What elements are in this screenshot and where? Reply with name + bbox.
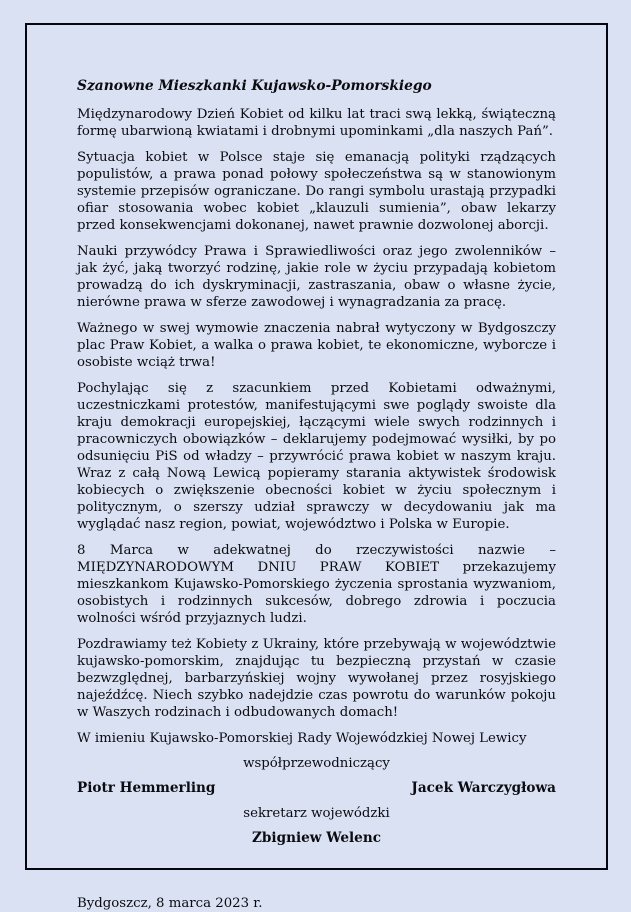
cochair-right-name: Jacek Warczygłowa	[411, 780, 556, 796]
paragraph-womens-rights-square: Ważnego w swej wymowie znaczenia nabrał wytyczony w Bydgoszczy plac Praw Kobiet, a walka o prawa kobiet, te ekonomiczne, wyborcze i osobiste wciąż trwa!	[77, 321, 556, 370]
paragraph-womens-day-form: Międzynarodowy Dzień Kobiet od kilku lat traci swą lekką, świąteczną formę ubarwioną kwiatami i drobnymi upominkami „dla naszych Pań”.	[77, 107, 556, 139]
salutation: Szanowne Mieszkanki Kujawsko-Pomorskiego	[77, 78, 432, 94]
dateline: Bydgoszcz, 8 marca 2023 r.	[77, 896, 263, 911]
cochair-left-name: Piotr Hemmerling	[77, 780, 216, 796]
secretary-name: Zbigniew Welenc	[251, 830, 381, 846]
paragraph-pis-teachings: Nauki przywódcy Prawa i Sprawiedliwości oraz jego zwolenników – jak żyć, jaką tworzyć rodzinę, jakie role w życiu przypadają kobietom prowadzą do ich dyskryminacji, zastraszania, obaw o własne życie, nierówne prawa w sferze zawodowej i wynagradzania za pracę.	[77, 244, 556, 310]
closing-line: W imieniu Kujawsko-Pomorskiej Rady Wojewódzkiej Nowej Lewicy	[77, 731, 527, 746]
paragraph-8-march-wishes: 8 Marca w adekwatnej do rzeczywistości nazwie – MIĘDZYNARODOWYM DNIU PRAW KOBIET przekazujemy mieszkankom Kujawsko-Pomorskiego życzenia sprostania wyzwaniom, osobistych i rodzinnych sukcesów, dobrego zdrowia i poczucia wolności wśród przyjaznych ludzi.	[77, 543, 556, 626]
cochair-role-label: współprzewodniczący	[243, 756, 390, 771]
cochair-names-row	[77, 780, 556, 797]
secretary-role-label: sekretarz wojewódzki	[243, 806, 390, 821]
paragraph-declaration-of-efforts: Pochylając się z szacunkiem przed Kobietami odważnymi, uczestniczkami protestów, manifestującymi swe poglądy swoiste dla kraju demokracji europejskiej, łączącymi wiele swych rodzinnych i pracowniczych obowiązków – deklarujemy podejmować wysiłki, by po odsunięciu PiS od władzy – przywrócić prawa kobiet w naszym kraju. Wraz z całą Nową Lewicą popieramy starania aktywistek środowisk kobiecych o zwiększenie obecności kobiet w życiu społecznym i politycznym, o szerszy udział sprawczy w decydowaniu jak ma wyglądać nasz region, powiat, województwo i Polska w Europie.	[77, 381, 556, 532]
letter-page	[25, 23, 608, 911]
paragraph-situation-of-women: Sytuacja kobiet w Polsce staje się emanacją polityki rządzących populistów, a prawa ponad połowy społeczeństwa są w stanowionym systemie przepisów ograniczane. Do rangi symbolu urastają przypadki ofiar stosowania wobec kobiet „klauzuli sumienia”, obaw lekarzy przed konsekwencjami dokonanej, nawet prawnie dozwolonej aborcji.	[77, 150, 556, 233]
paragraph-greetings-to-ukrainian-women: Pozdrawiamy też Kobiety z Ukrainy, które przebywają w województwie kujawsko-pomorskim, znajdując tu bezpieczną przystań w czasie bezwzględnej, barbarzyńskiej wojny wywołanej przez rosyjskiego najeźdźcę. Niech szybko nadejdzie czas powrotu do warunków pokoju w Waszych rodzinach i odbudowanych domach!	[77, 637, 556, 720]
